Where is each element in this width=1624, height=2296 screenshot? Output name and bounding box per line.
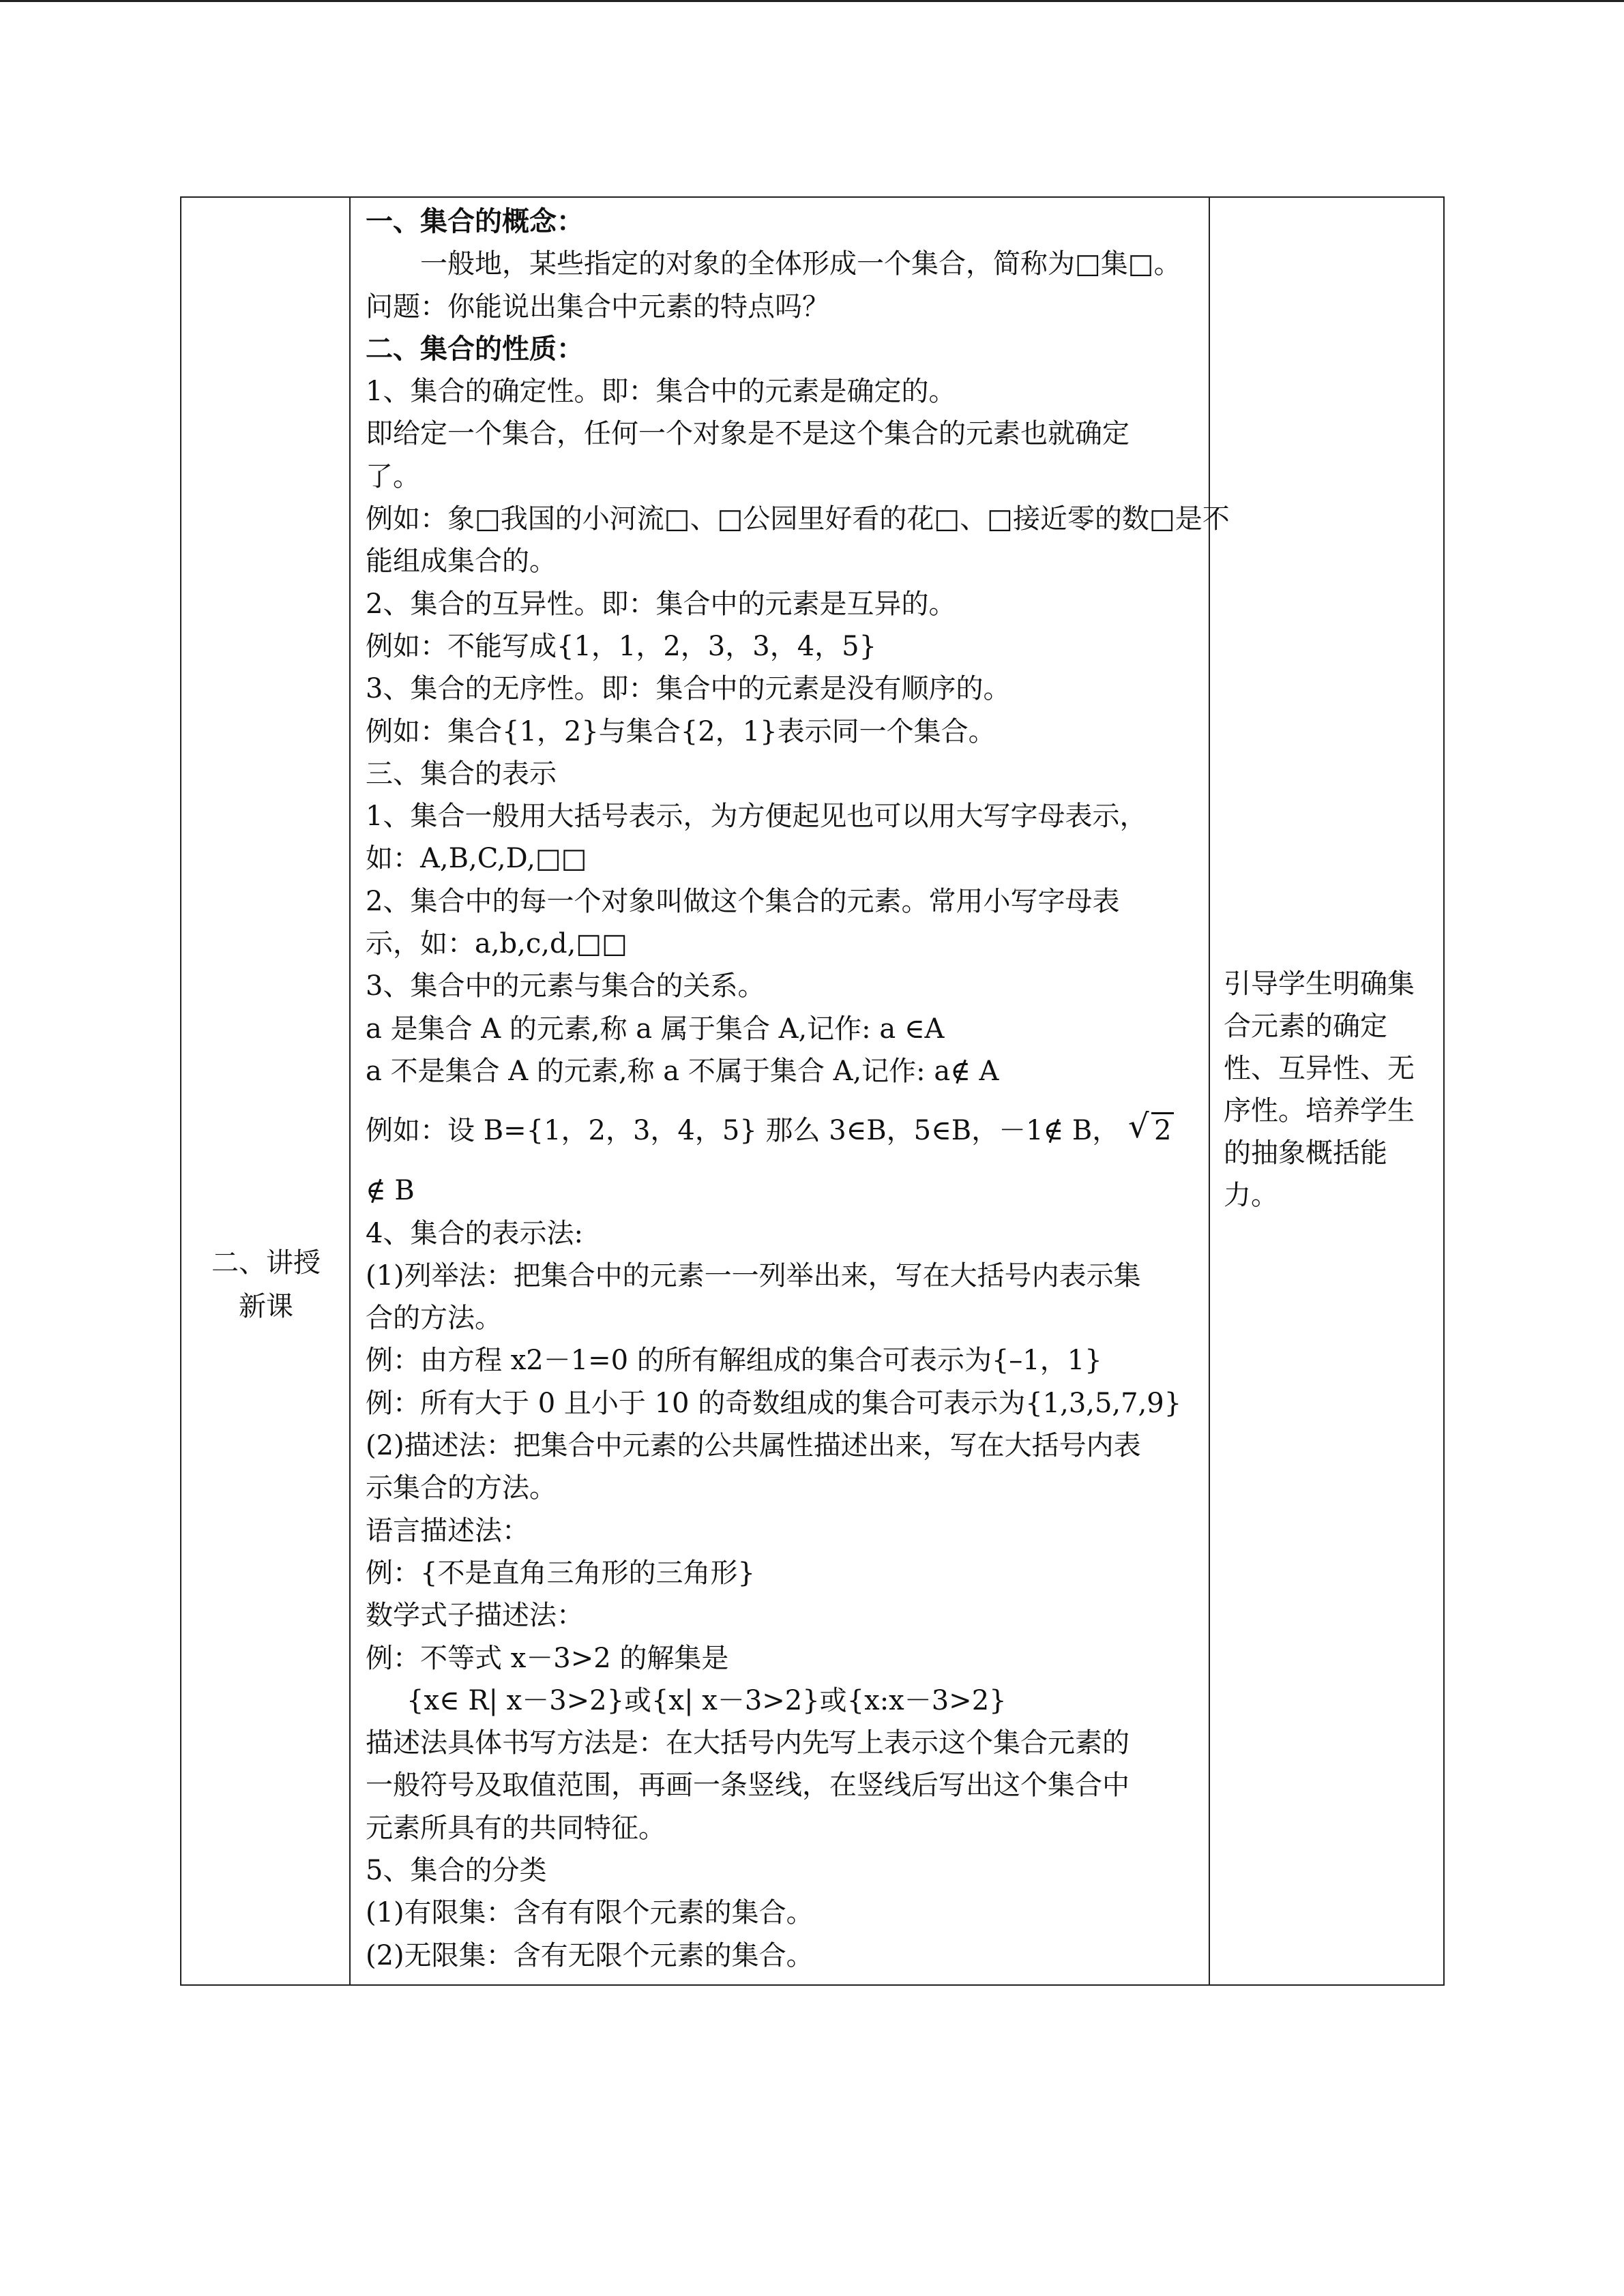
content-line: 语言描述法：: [366, 1515, 529, 1547]
content-line: 2、集合中的每一个对象叫做这个集合的元素。常用小写字母表: [366, 885, 1120, 917]
notes-line: 力。: [1224, 1180, 1278, 1211]
section-label-line2: 新课: [239, 1291, 293, 1322]
content-line: 2、集合的互异性。即：集合中的元素是互异的。: [366, 588, 956, 620]
content-line: 一般符号及取值范围，再画一条竖线，在竖线后写出这个集合中: [366, 1770, 1130, 1802]
teaching-notes: [1224, 963, 1435, 1217]
content-line: 数学式子描述法：: [366, 1600, 584, 1632]
content-line: (2)无限集：含有无限个元素的集合。: [366, 1939, 814, 1971]
content-line: 能组成集合的。: [366, 546, 557, 578]
content-line: 即给定一个集合，任何一个对象是不是这个集合的元素也就确定: [366, 418, 1130, 450]
content-line: 例：不等式 x－3>2 的解集是: [366, 1642, 729, 1674]
content-line: 3、集合中的元素与集合的关系。: [366, 970, 765, 1002]
content-line: 例：所有大于 0 且小于 10 的奇数组成的集合可表示为{1,3,5,7,9}: [366, 1387, 1182, 1419]
content-line: 例如：集合{1，2}与集合{2，1}表示同一个集合。: [366, 715, 996, 747]
content-line: (2)描述法：把集合中元素的公共属性描述出来，写在大括号内表: [366, 1430, 1141, 1462]
content-line: 了。: [366, 460, 420, 492]
content-line: (1)有限集：含有有限个元素的集合。: [366, 1897, 814, 1929]
notes-line: 性、互异性、无: [1224, 1053, 1415, 1084]
notes-line: 的抽象概括能: [1224, 1137, 1387, 1169]
content-line: 例：由方程 x2－1=0 的所有解组成的集合可表示为{–1，1}: [366, 1345, 1102, 1377]
notes-line: 合元素的确定: [1224, 1011, 1387, 1042]
content-line: ∉ B: [366, 1175, 415, 1207]
content-line: 1、集合的确定性。即：集合中的元素是确定的。: [366, 376, 956, 408]
content-line: a 不是集合 A 的元素,称 a 不属于集合 A,记作: a∉ A: [366, 1055, 999, 1087]
content-line: 5、集合的分类: [366, 1854, 547, 1886]
content-line: 示集合的方法。: [366, 1472, 557, 1504]
content-line: 例：{不是直角三角形的三角形}: [366, 1557, 755, 1589]
sqrt-radicand: 2: [1151, 1112, 1174, 1147]
section-label-line1: 二、讲授: [211, 1247, 321, 1279]
content-line: 描述法具体书写方法是：在大括号内先写上表示这个集合元素的: [366, 1727, 1130, 1759]
content-line: 元素所具有的共同特征。: [366, 1812, 666, 1844]
content-line: 3、集合的无序性。即：集合中的元素是没有顺序的。: [366, 673, 1011, 705]
sqrt-symbol: √ 2: [1128, 1092, 1174, 1169]
content-line: 合的方法。: [366, 1302, 502, 1335]
notes-line: 引导学生明确集: [1224, 968, 1415, 1000]
content-line: 三、集合的表示: [366, 758, 557, 790]
content-line: 一、集合的概念：: [366, 205, 584, 237]
content-line: 如：A,B,C,D,□□: [366, 843, 587, 875]
content-line: 1、集合一般用大括号表示，为方便起见也可以用大写字母表示，: [366, 801, 1147, 833]
content-line: 例如：象□我国的小河流□、□公园里好看的花□、□接近零的数□是不: [366, 503, 1230, 535]
example-text: 例如：设 B={1，2，3，4，5} 那么 3∈B，5∈B，－1∉ B，: [366, 1115, 1120, 1147]
lesson-table: [180, 196, 1445, 1986]
content-line: (1)列举法：把集合中的元素一一列举出来，写在大括号内表示集: [366, 1259, 1141, 1292]
column-divider-1: [349, 198, 351, 1984]
content-line: 二、集合的性质：: [366, 332, 584, 365]
content-line: 问题：你能说出集合中元素的特点吗？: [366, 290, 829, 323]
section-label: [181, 1241, 351, 1328]
content-line: 示，如：a,b,c,d,□□: [366, 928, 628, 960]
content-line: 例如：不能写成{1，1，2，3，3，4，5}: [366, 630, 877, 662]
notes-line: 序性。培养学生: [1224, 1095, 1415, 1127]
content-line: a 是集合 A 的元素,称 a 属于集合 A,记作: a ∈A: [366, 1013, 945, 1045]
content-line: {x∈ R| x－3>2}或{x| x－3>2}或{x:x－3>2}: [407, 1684, 1007, 1716]
content-line: 4、集合的表示法:: [366, 1217, 583, 1249]
content-line: 一般地，某些指定的对象的全体形成一个集合，简称为□集□。: [420, 248, 1181, 280]
page-top-border: [0, 0, 1624, 2]
